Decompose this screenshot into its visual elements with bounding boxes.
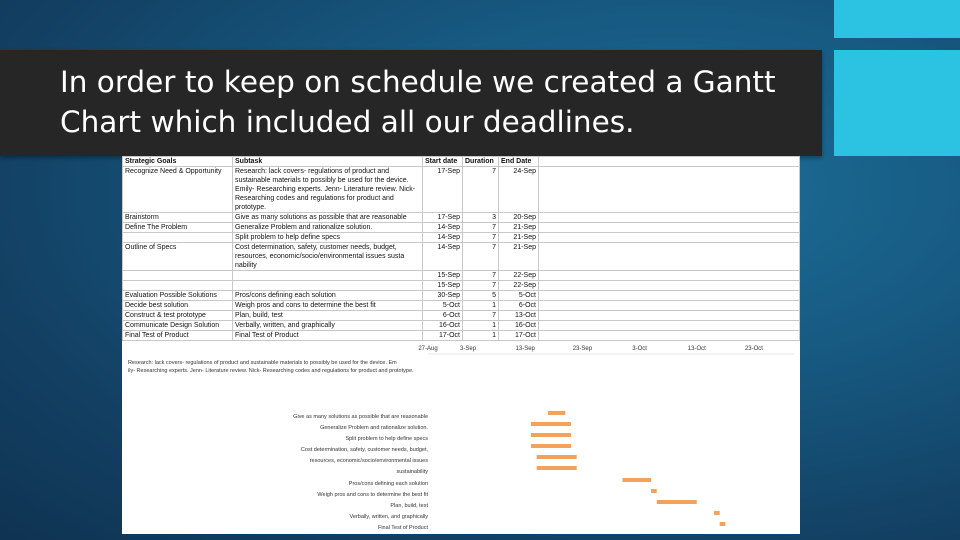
cell-duration: 1: [463, 301, 499, 311]
cell-end: 16-Oct: [499, 321, 539, 331]
category-label: Give as many solutions as possible that are reasonable: [293, 414, 428, 420]
category-label: sustainability: [396, 469, 428, 475]
cell-end: 13-Oct: [499, 311, 539, 321]
cell-start: 14-Sep: [423, 233, 463, 243]
cell-duration: 1: [463, 321, 499, 331]
table-header-row: [123, 157, 800, 167]
gantt-bar: [531, 433, 571, 437]
cell-duration: 1: [463, 331, 499, 341]
table-row: [123, 243, 800, 271]
table-row: [123, 167, 800, 213]
cell-empty: [539, 291, 800, 301]
cell-start: 17-Sep: [423, 213, 463, 223]
gantt-bar: [657, 500, 697, 504]
cell-subtask: Cost determination, safety, customer needs, budget, resources, economic/socio/environmental issues susta nability: [233, 243, 423, 271]
x-tick-label: 23-Sep: [572, 346, 593, 352]
cell-empty: [539, 311, 800, 321]
cell-subtask: Generalize Problem and rationalize solution.: [233, 223, 423, 233]
header-subtask: Subtask: [233, 157, 423, 167]
cell-end: 17-Oct: [499, 331, 539, 341]
header-strategic-goals: Strategic Goals: [123, 157, 233, 167]
table-row: [123, 271, 800, 281]
cell-goal: [123, 233, 233, 243]
slide-title: In order to keep on schedule we created a Gantt Chart which included all our deadlines.: [60, 65, 776, 139]
gantt-chart-svg: [122, 342, 800, 534]
x-tick-label: 3-Sep: [460, 346, 477, 352]
cell-goal: Final Test of Product: [123, 331, 233, 341]
cell-empty: [539, 243, 800, 271]
x-tick-label: 3-Oct: [632, 346, 647, 352]
gantt-bar: [531, 422, 571, 426]
schedule-table: [122, 156, 800, 341]
gantt-bar: [622, 478, 651, 482]
cell-subtask: Plan, build, test: [233, 311, 423, 321]
spreadsheet-image: [122, 156, 800, 534]
accent-block-right: [834, 50, 960, 156]
cell-goal: Outline of Specs: [123, 243, 233, 271]
category-label: Pros/cons defining each solution: [348, 481, 428, 487]
category-label: Split problem to help define specs: [345, 436, 428, 442]
cell-empty: [539, 301, 800, 311]
cell-start: 17-Sep: [423, 167, 463, 213]
cell-subtask: Final Test of Product: [233, 331, 423, 341]
cell-start: 16-Oct: [423, 321, 463, 331]
cell-start: 17-Oct: [423, 331, 463, 341]
cell-end: 22-Sep: [499, 271, 539, 281]
cell-empty: [539, 331, 800, 341]
cell-start: 30-Sep: [423, 291, 463, 301]
cell-empty: [539, 271, 800, 281]
cell-subtask: Research: lack covers- regulations of product and sustainable materials to possibly be used for the device. Emily- Researching experts. Jenn- Literature review. Nick- Researching codes and regulations for product and prototype.: [233, 167, 423, 213]
gantt-bar: [537, 466, 577, 470]
cell-subtask: [233, 271, 423, 281]
cell-duration: 7: [463, 311, 499, 321]
x-tick-label: 13-Oct: [687, 346, 706, 352]
x-tick-label: 13-Sep: [515, 346, 535, 352]
table-row: [123, 311, 800, 321]
category-label: ily- Researching experts. Jenn- Literature review. Nick- Researching codes and regulations for product and prototype.: [128, 368, 414, 374]
header-duration: Duration: [463, 157, 499, 167]
cell-end: 20-Sep: [499, 213, 539, 223]
cell-subtask: Pros/cons defining each solution: [233, 291, 423, 301]
cell-start: 14-Sep: [423, 223, 463, 233]
cell-goal: Brainstorm: [123, 213, 233, 223]
category-label: Verbally, written, and graphically: [349, 514, 428, 520]
cell-end: 24-Sep: [499, 167, 539, 213]
title-bar: [0, 50, 822, 156]
cell-subtask: [233, 281, 423, 291]
cell-empty: [539, 321, 800, 331]
cell-end: 5-Oct: [499, 291, 539, 301]
cell-subtask: Weigh pros and cons to determine the best fit: [233, 301, 423, 311]
table-row: [123, 331, 800, 341]
cell-start: 15-Sep: [423, 271, 463, 281]
gantt-bar: [714, 511, 720, 515]
table-row: [123, 281, 800, 291]
table-row: [123, 301, 800, 311]
table-row: [123, 223, 800, 233]
gantt-bar: [548, 411, 565, 415]
cell-goal: Evaluation Possible Solutions: [123, 291, 233, 301]
cell-empty: [539, 233, 800, 243]
category-label: resources, economic/socio/environmental issues: [309, 458, 428, 464]
cell-duration: 7: [463, 271, 499, 281]
cell-duration: 7: [463, 233, 499, 243]
cell-subtask: Verbally, written, and graphically: [233, 321, 423, 331]
gantt-chart: [122, 342, 800, 534]
category-label: Research: lack covers- regulations of product and sustainable materials to possibly be used for the device. Em: [128, 360, 397, 366]
cell-end: 21-Sep: [499, 233, 539, 243]
header-start-date: Start date: [423, 157, 463, 167]
cell-start: 15-Sep: [423, 281, 463, 291]
category-label: Cost determination, safety, customer needs, budget,: [300, 447, 428, 453]
cell-empty: [539, 213, 800, 223]
cell-duration: 7: [463, 167, 499, 213]
gantt-bar: [720, 522, 726, 526]
cell-goal: Define The Problem: [123, 223, 233, 233]
cell-goal: Decide best solution: [123, 301, 233, 311]
x-tick-label: 23-Oct: [744, 346, 763, 352]
cell-end: 22-Sep: [499, 281, 539, 291]
cell-duration: 7: [463, 243, 499, 271]
cell-goal: Construct & test prototype: [123, 311, 233, 321]
category-label: Generalize Problem and rationalize solution.: [320, 425, 428, 431]
cell-start: 14-Sep: [423, 243, 463, 271]
category-label: Plan, build, test: [390, 503, 428, 509]
cell-start: 6-Oct: [423, 311, 463, 321]
gantt-bar: [537, 455, 577, 459]
cell-duration: 3: [463, 213, 499, 223]
cell-duration: 5: [463, 291, 499, 301]
cell-goal: Communicate Design Solution: [123, 321, 233, 331]
cell-subtask: Split problem to help define specs: [233, 233, 423, 243]
header-empty: [539, 157, 800, 167]
header-end-date: End Date: [499, 157, 539, 167]
table-row: [123, 291, 800, 301]
cell-duration: 7: [463, 281, 499, 291]
category-label: Final Test of Product: [377, 525, 428, 531]
cell-empty: [539, 223, 800, 233]
cell-duration: 7: [463, 223, 499, 233]
table-row: [123, 213, 800, 223]
cell-goal: Recognize Need & Opportunity: [123, 167, 233, 213]
table-row: [123, 321, 800, 331]
gantt-bar: [651, 489, 657, 493]
gantt-bar: [531, 444, 571, 448]
cell-end: 21-Sep: [499, 223, 539, 233]
cell-end: 6-Oct: [499, 301, 539, 311]
cell-goal: [123, 281, 233, 291]
category-label: Weigh pros and cons to determine the best fit: [317, 492, 428, 498]
accent-block-top: [834, 0, 960, 38]
x-tick-label: 27-Aug: [418, 346, 438, 352]
cell-start: 5-Oct: [423, 301, 463, 311]
cell-subtask: Give as many solutions as possible that are reasonable: [233, 213, 423, 223]
cell-empty: [539, 281, 800, 291]
cell-end: 21-Sep: [499, 243, 539, 271]
cell-empty: [539, 167, 800, 213]
cell-goal: [123, 271, 233, 281]
table-row: [123, 233, 800, 243]
